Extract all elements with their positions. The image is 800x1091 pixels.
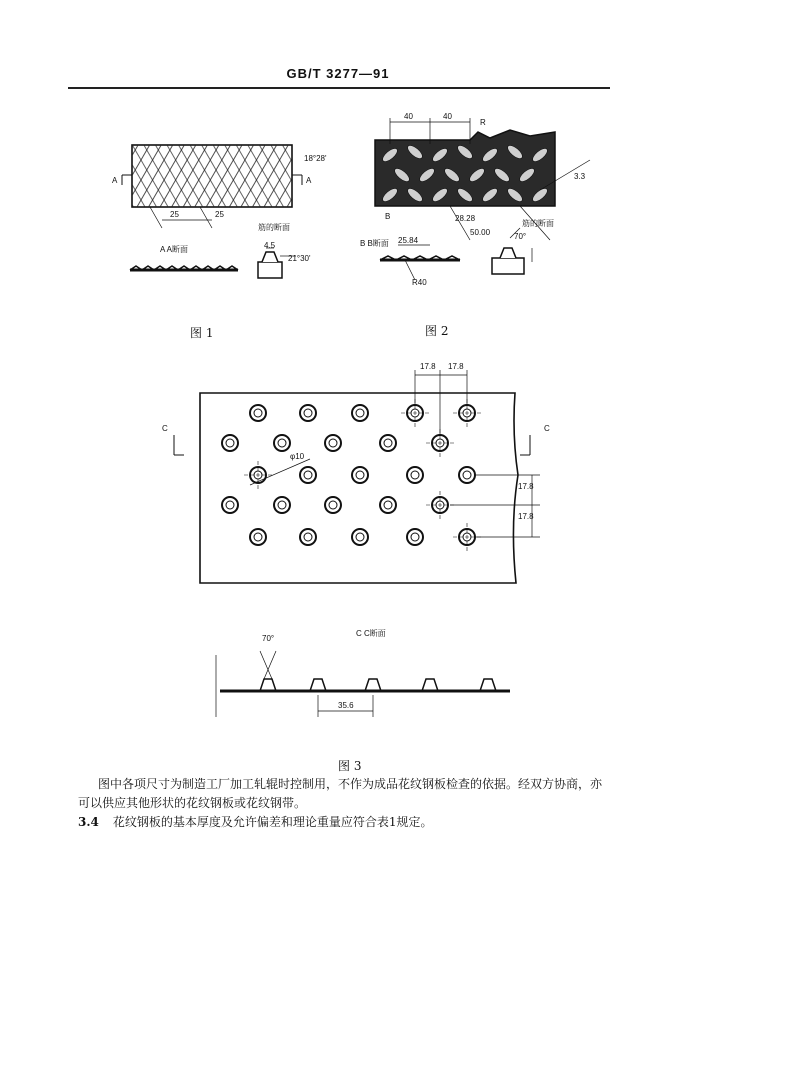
fig3-dim-35.6: 35.6 [338, 701, 354, 710]
fig2-dim-2584: 25.84 [398, 236, 419, 245]
figure-2-caption: 图 2 [425, 324, 449, 338]
fig1-dim-small: 4.5 [264, 241, 276, 250]
paragraph-line-1: 图中各项尺寸为制造工厂加工轧辊时控制用，不作为成品花纹钢板检查的依据。经双方协商，亦 [98, 777, 603, 791]
fig3-cut-mark-right: C [544, 424, 550, 433]
header-rule [68, 87, 610, 89]
fig1-rib-section-label: 筋的断面 [258, 223, 290, 232]
clause-number: 3.4 [78, 815, 99, 829]
fig3-dim-v1: 17.8 [518, 482, 534, 491]
paragraph-note-cont [78, 794, 638, 813]
fig2-dim-b: B [385, 212, 391, 221]
fig3-cut-mark-left: C [162, 424, 168, 433]
figure-1-caption: 图 1 [190, 326, 214, 340]
fig2-rib-section-label: 筋的断面 [522, 219, 554, 228]
fig2-section-label: B B断面 [360, 239, 389, 248]
fig1-dim-25-a: 25 [170, 210, 179, 219]
fig1-cut-mark-right: A [306, 176, 312, 185]
fig2-dim-2828: 28.28 [455, 214, 476, 223]
paragraph-line-2: 可以供应其他形状的花纹钢板或花纹钢带。 [78, 796, 307, 810]
figure-3-caption: 图 3 [338, 759, 362, 773]
fig1-cut-mark-left: A [112, 176, 118, 185]
standard-code: GB/T 3277—91 [286, 66, 390, 81]
figure-3-drawing [160, 355, 560, 725]
fig2-dim-side: 3.3 [574, 172, 586, 181]
fig2-angle-70: 70° [514, 232, 527, 241]
fig3-dim-v2: 17.8 [518, 512, 534, 521]
fig3-dim-17.8-b: 17.8 [448, 362, 464, 371]
figure-2-drawing [360, 110, 600, 300]
fig1-angle-top: 18°28' [304, 154, 327, 163]
fig2-dim-5000: 50.00 [470, 228, 491, 237]
fig2-dim-top-2: 40 [443, 112, 452, 121]
fig2-dim-top-1: 40 [404, 112, 413, 121]
fig3-dim-17.8-a: 17.8 [420, 362, 436, 371]
fig1-angle-side: 21°30' [288, 254, 311, 263]
paragraph-note [98, 775, 658, 794]
clause-3-4 [78, 813, 638, 832]
fig2-dim-r40: R40 [412, 278, 427, 287]
fig1-dim-25-b: 25 [215, 210, 224, 219]
fig2-dim-r: R [480, 118, 486, 127]
fig3-section-label: C C断面 [356, 629, 386, 638]
fig1-section-label: A A断面 [160, 245, 189, 254]
clause-text: 花纹钢板的基本厚度及允许偏差和理论重量应符合表1规定。 [112, 815, 433, 829]
fig3-dim-phi10: φ10 [290, 452, 305, 461]
fig3-angle-70: 70° [262, 634, 275, 643]
